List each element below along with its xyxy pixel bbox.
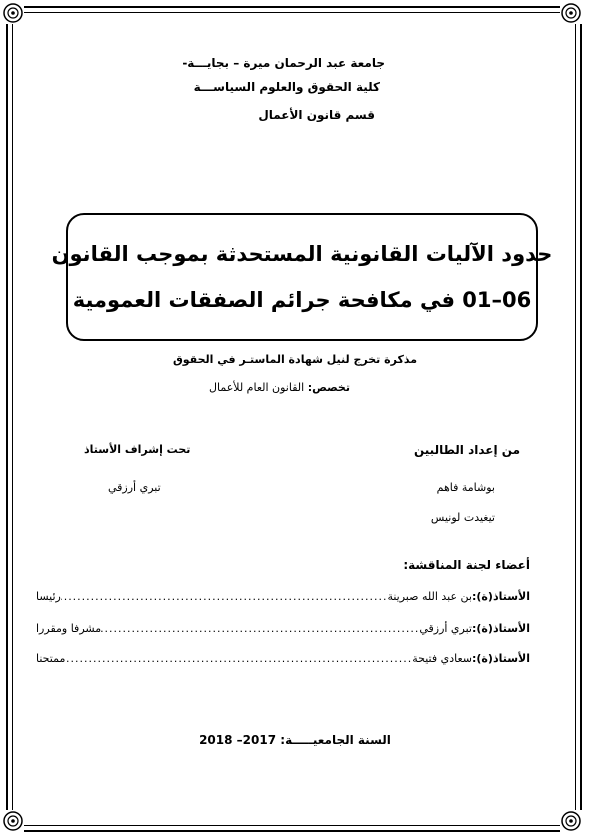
department-name: قسم قانون الأعمال <box>258 108 375 122</box>
committee-member-row <box>36 652 530 665</box>
dotted-leader <box>61 590 388 603</box>
thesis-title-line-1: حدود الآليات القانونية المستحدثة بموجب القانون <box>51 242 553 266</box>
university-name: جامعة عبد الرحمان ميرة – بجايـــة- <box>182 56 385 70</box>
faculty-name: كلية الحقوق والعلوم السياســـة <box>193 80 380 94</box>
academic-year-value: 2017– 2018 <box>199 733 277 747</box>
member-prefix: الأستاذ(ة): <box>472 590 530 603</box>
committee-member-row <box>36 622 530 635</box>
academic-year-label: السنة الجامعيـــــة: <box>280 733 391 747</box>
member-prefix: الأستاذ(ة): <box>472 622 530 635</box>
thesis-subtitle: مذكرة تخرج لنيل شهادة الماستـر في الحقوق <box>172 353 418 366</box>
page-border-inner <box>12 12 576 826</box>
supervision-label: تحت إشراف الأستاذ <box>84 443 191 456</box>
specialty-label: تخصص: <box>307 381 350 394</box>
member-name: تبري أرزقي <box>419 622 472 635</box>
specialty-value: القانون العام للأعمال <box>208 381 305 394</box>
dotted-leader <box>65 652 412 665</box>
member-role: مشرفا ومقررا <box>36 622 102 635</box>
dotted-leader <box>101 622 419 635</box>
corner-ornament-icon <box>2 810 24 832</box>
committee-title: أعضاء لجنة المناقشة: <box>403 558 530 572</box>
member-prefix: الأستاذ(ة): <box>472 652 530 665</box>
student-name: بوشامة فاهم <box>436 481 495 494</box>
corner-ornament-icon <box>560 810 582 832</box>
member-role: ممتحنا <box>36 652 66 665</box>
member-name: بن عبد الله صبرينة <box>387 590 472 603</box>
thesis-title-line-2: 06–01 في مكافحة جرائم الصفقات العمومية <box>72 288 532 312</box>
prepared-by-label: من إعداد الطالبين <box>413 443 520 457</box>
supervisor-name: تبري أرزقي <box>108 481 161 494</box>
specialty-line <box>209 381 350 394</box>
committee-member-row <box>36 590 530 603</box>
member-name: سعادي فتيحة <box>412 652 472 665</box>
academic-year <box>0 733 590 747</box>
student-name: تيغيدت لونيس <box>430 511 495 524</box>
member-role: رئيسا <box>36 590 61 603</box>
corner-ornament-icon <box>560 2 582 24</box>
thesis-title-box <box>51 213 553 341</box>
corner-ornament-icon <box>2 2 24 24</box>
